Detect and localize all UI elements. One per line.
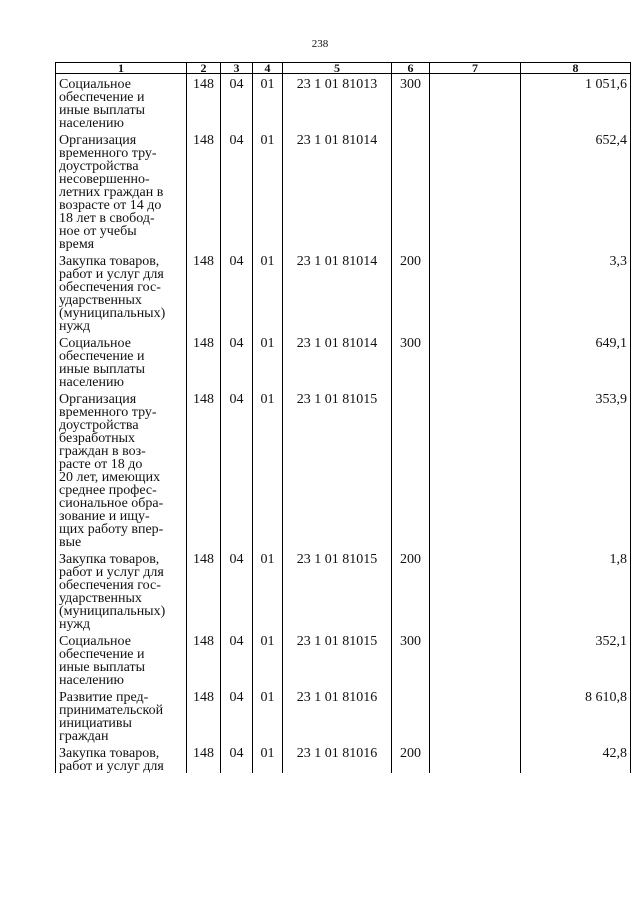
amount-cell: 42,8 [521,743,631,773]
expense-name: Социальное обеспечение и иные выплаты населению [59,77,145,131]
column-7-cell [430,130,521,251]
amount-cell: 8 610,8 [521,687,631,743]
table-row [56,333,631,389]
ministry-code-cell: 148 [187,389,221,549]
amount-cell: 1 051,6 [521,74,631,131]
table-row [56,74,631,131]
column-7-cell [430,687,521,743]
table-row [56,631,631,687]
column-header: 8 [521,63,631,74]
target-article-cell: 23 1 01 81014 [283,130,392,251]
section-code-cell: 04 [221,687,253,743]
expense-type-cell [392,687,430,743]
expense-type-cell: 200 [392,743,430,773]
ministry-code-cell: 148 [187,687,221,743]
ministry-code-cell: 148 [187,130,221,251]
expense-name: Закупка товаров, работ и услуг для [59,746,164,774]
ministry-code-cell: 148 [187,743,221,773]
target-article-cell: 23 1 01 81016 [283,743,392,773]
expense-name: Организация временного тру- доустройства безработных граждан в воз- расте от 18 до 20 лет, имеющих среднее профес- сиональное обра- зование и ищу- щих работу впер- вые [59,392,164,550]
section-code-cell: 04 [221,130,253,251]
column-7-cell [430,251,521,333]
amount-cell: 3,3 [521,251,631,333]
subsection-code-cell: 01 [253,743,283,773]
expense-type-cell [392,389,430,549]
column-header: 1 [56,63,187,74]
subsection-code-cell: 01 [253,251,283,333]
expense-type-cell: 300 [392,74,430,131]
amount-cell: 1,8 [521,549,631,631]
subsection-code-cell: 01 [253,74,283,131]
ministry-code-cell: 148 [187,251,221,333]
table-row [56,389,631,549]
column-7-cell [430,631,521,687]
expense-name: Социальное обеспечение и иные выплаты населению [59,336,145,390]
column-7-cell [430,74,521,131]
expense-name: Организация временного тру- доустройства несовершенно- летних граждан в возрасте от 14 до 18 лет в свобод- ное от учебы время [59,133,164,252]
subsection-code-cell: 01 [253,687,283,743]
table-row [56,743,631,773]
section-code-cell: 04 [221,631,253,687]
expense-name: Развитие пред- принимательской инициативы граждан [59,690,164,744]
section-code-cell: 04 [221,743,253,773]
section-code-cell: 04 [221,549,253,631]
subsection-code-cell: 01 [253,549,283,631]
section-code-cell: 04 [221,389,253,549]
expense-type-cell [392,130,430,251]
table-body [56,74,631,774]
target-article-cell: 23 1 01 81015 [283,631,392,687]
column-header: 2 [187,63,221,74]
table-row [56,251,631,333]
target-article-cell: 23 1 01 81015 [283,549,392,631]
expense-type-cell: 300 [392,333,430,389]
column-header: 4 [253,63,283,74]
subsection-code-cell: 01 [253,130,283,251]
column-header: 6 [392,63,430,74]
expense-type-cell: 200 [392,549,430,631]
table-row [56,130,631,251]
column-7-cell [430,389,521,549]
target-article-cell: 23 1 01 81014 [283,251,392,333]
ministry-code-cell: 148 [187,549,221,631]
column-7-cell [430,549,521,631]
amount-cell: 649,1 [521,333,631,389]
column-7-cell [430,333,521,389]
table-row [56,549,631,631]
expense-type-cell: 200 [392,251,430,333]
section-code-cell: 04 [221,251,253,333]
ministry-code-cell: 148 [187,631,221,687]
target-article-cell: 23 1 01 81014 [283,333,392,389]
subsection-code-cell: 01 [253,631,283,687]
subsection-code-cell: 01 [253,389,283,549]
expense-name: Закупка товаров, работ и услуг для обеспечения гос- ударственных (муниципальных) нужд [59,254,166,334]
target-article-cell: 23 1 01 81015 [283,389,392,549]
target-article-cell: 23 1 01 81016 [283,687,392,743]
table-row [56,687,631,743]
column-header: 3 [221,63,253,74]
ministry-code-cell: 148 [187,333,221,389]
page-number: 238 [311,38,329,50]
section-code-cell: 04 [221,74,253,131]
amount-cell: 652,4 [521,130,631,251]
column-header: 5 [283,63,392,74]
amount-cell: 352,1 [521,631,631,687]
amount-cell: 353,9 [521,389,631,549]
ministry-code-cell: 148 [187,74,221,131]
column-7-cell [430,743,521,773]
column-number-row [56,63,631,74]
budget-table [55,62,631,773]
section-code-cell: 04 [221,333,253,389]
expense-type-cell: 300 [392,631,430,687]
expense-name: Закупка товаров, работ и услуг для обеспечения гос- ударственных (муниципальных) нужд [59,552,166,632]
column-header: 7 [430,63,521,74]
subsection-code-cell: 01 [253,333,283,389]
expense-name: Социальное обеспечение и иные выплаты населению [59,634,145,688]
target-article-cell: 23 1 01 81013 [283,74,392,131]
